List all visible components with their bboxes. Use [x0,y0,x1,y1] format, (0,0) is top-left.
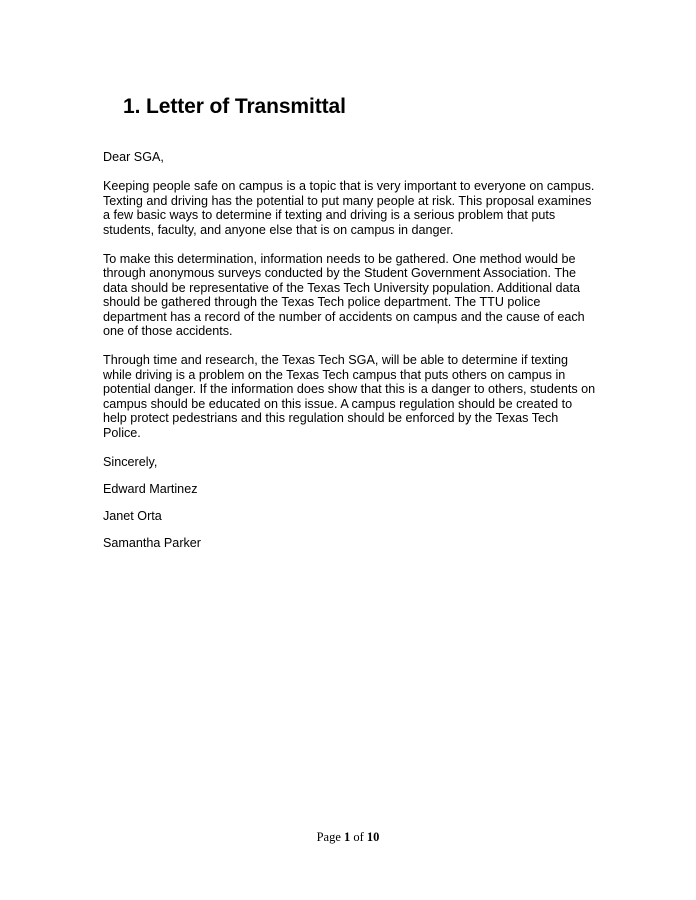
signatory-name: Janet Orta [103,508,162,523]
paragraph-3 [103,353,603,440]
text-line: To make this determination, information needs to be gathered. One method would be [103,251,576,266]
page-footer [0,830,696,845]
paragraph-1 [103,179,603,237]
text-line: department has a record of the number of accidents on campus and the cause of each [103,309,585,324]
text-line: while driving is a problem on the Texas Tech campus that puts others on campus in [103,367,566,382]
paragraph-2 [103,252,603,339]
section-heading: 1. Letter of Transmittal [123,95,346,118]
text-line: through anonymous surveys conducted by the Student Government Association. The [103,266,577,280]
page-prefix: Page [316,830,344,844]
text-line: Through time and research, the Texas Tech SGA, will be able to determine if texting [103,353,569,367]
text-line: Police. [103,425,141,440]
signature-block [103,455,603,551]
text-line: a few basic ways to determine if texting and driving is a serious problem that puts [103,208,556,222]
text-line: Texting and driving has the potential to put many people at risk. This proposal examines [103,193,592,208]
text-line: Keeping people safe on campus is a topic that is very important to everyone on campus. [103,179,595,193]
current-page-number: 1 [344,830,351,844]
text-line: campus should be educated on this issue. A campus regulation should be created to [103,396,573,411]
text-line: one of those accidents. [103,324,233,338]
text-line: help protect pedestrians and this regulation should be enforced by the Texas Tech [103,411,559,425]
salutation: Dear SGA, [103,150,164,164]
total-pages: 10 [366,830,380,844]
text-line: potential danger. If the information does show that this is a danger to others, students on [103,382,596,396]
signatory-name: Edward Martinez [103,481,198,496]
of-label: of [350,830,367,844]
letter-body [103,150,603,563]
closing: Sincerely, [103,454,158,469]
text-line: data should be representative of the Texas Tech University population. Additional data [103,280,581,295]
signatory-name: Samantha Parker [103,535,202,550]
text-line: should be gathered through the Texas Tech police department. The TTU police [103,295,541,309]
text-line: students, faculty, and anyone else that is on campus in danger. [103,222,454,237]
